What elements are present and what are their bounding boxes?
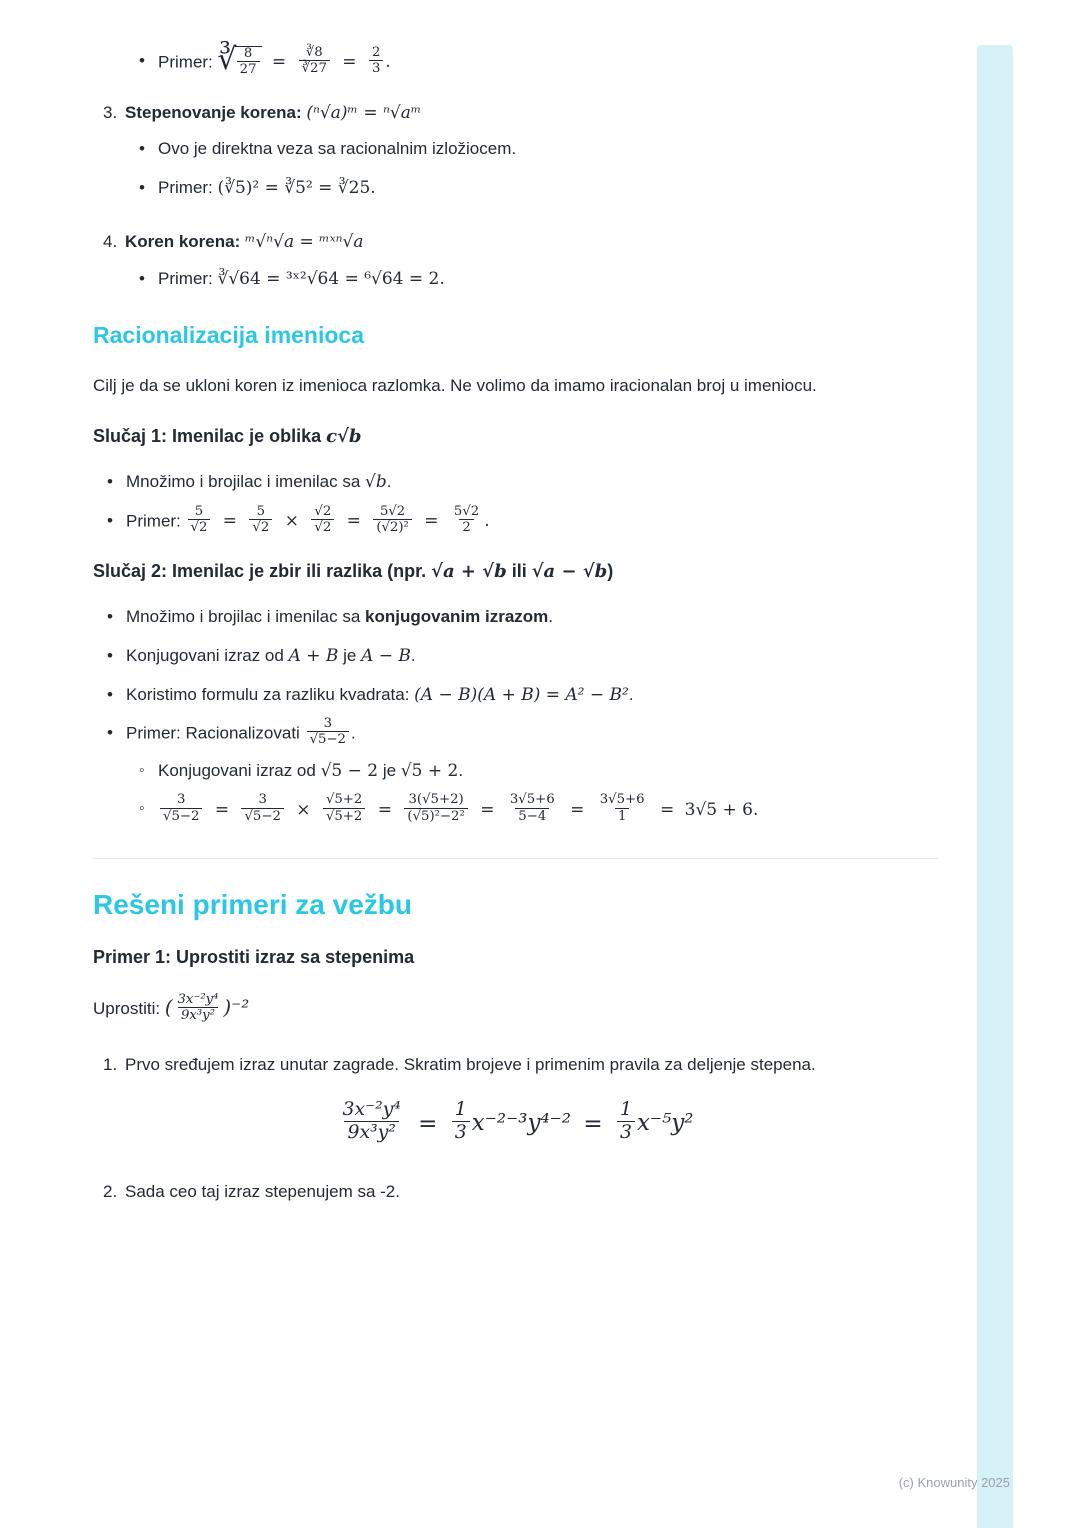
step-number: 2. [103, 1181, 118, 1201]
bullet-text: je [382, 760, 397, 780]
step-text: Prvo sređujem izraz unutar zagrade. Skratim brojeve i primenim pravila za deljenje stepena. [125, 1054, 816, 1074]
bullet-list [105, 467, 938, 537]
bullet-math [305, 716, 351, 748]
fraction-numerator: 5 [194, 503, 204, 519]
scrollbar-track[interactable] [977, 45, 1013, 1528]
fraction [241, 792, 283, 824]
example-label: Primer: [158, 177, 213, 197]
bullet-text: Koristimo formulu za razliku kvadrata: [126, 684, 410, 704]
radical-overline [235, 46, 262, 80]
fraction-numerator: 5√2 [379, 503, 406, 519]
equals-operator: = [480, 799, 495, 820]
fraction [323, 792, 365, 824]
radical-symbol: ∛ [217, 41, 237, 77]
solved-section-title: Rešeni primeri za vežbu [93, 888, 413, 920]
math-term: x⁻⁵y² [636, 1110, 694, 1137]
equals-operator: = [583, 1110, 603, 1137]
times-operator: × [296, 799, 311, 820]
example1-heading: Primer 1: Uprostiti izraz sa stepenima [93, 946, 415, 967]
equals-operator: = [214, 799, 230, 820]
fraction [452, 1099, 470, 1143]
bullet-math: A + B [288, 646, 339, 666]
fraction-numerator: 3x⁻²y⁴ [342, 1098, 401, 1121]
fraction-numerator: 8 [243, 46, 253, 61]
punctuation: . [628, 684, 634, 704]
fraction-numerator: 1 [619, 1098, 632, 1121]
list-item [137, 756, 938, 787]
equals-operator: = [570, 799, 585, 820]
fraction [369, 45, 383, 77]
bullet-text: Množimo i brojilac i imenilac sa [126, 607, 361, 627]
list-item [137, 264, 938, 295]
fraction-denominator: (√5)²−2² [404, 808, 467, 824]
fraction [299, 45, 330, 77]
heading-math: √a − √b [531, 561, 608, 583]
step-1 [103, 1050, 938, 1081]
bullet-list [137, 264, 938, 295]
punctuation: . [385, 52, 391, 73]
bullet-list [137, 134, 938, 203]
bullet-math: A − B [361, 646, 411, 666]
fraction-denominator: 3 [617, 1121, 635, 1144]
fraction [311, 504, 334, 536]
step-text: Sada ceo taj izraz stepenujem sa -2. [125, 1181, 400, 1201]
example-formula: ∛√64 = ³ˣ²√64 = ⁶√64 = 2. [217, 268, 445, 289]
example-label: Primer: [158, 268, 213, 288]
bullet-math: √5 + 2 [400, 760, 459, 781]
fraction [373, 504, 412, 536]
fraction-numerator: 3x⁻²y⁴ [177, 991, 219, 1007]
fraction-denominator: 9x³y² [344, 1121, 398, 1144]
item-number: 3. [103, 102, 118, 122]
list-item [105, 467, 938, 498]
punctuation: . [386, 472, 392, 492]
fraction-numerator: 5√2 [453, 503, 480, 519]
fraction [160, 792, 202, 824]
fraction [339, 1099, 403, 1143]
bullet-bold-text: konjugovanim izrazom [365, 607, 549, 627]
fraction-numerator: ◦ 3 [176, 792, 186, 808]
fraction-numerator: √5+2 [325, 792, 363, 808]
times-operator: × [284, 511, 299, 532]
equals-operator: = [660, 799, 675, 820]
item-number: 4. [103, 232, 118, 252]
fraction-numerator: 3 [258, 792, 267, 808]
fraction-numerator: 3√5+6 [599, 792, 645, 808]
cube-root-expression [217, 41, 391, 78]
item-formula: (ⁿ√a)ᵐ = ⁿ√aᵐ [306, 102, 422, 123]
fraction [404, 792, 467, 824]
item-body [125, 98, 938, 129]
fraction [597, 792, 648, 824]
punctuation: . [410, 646, 416, 665]
item-title: Stepenovanje korena: [125, 102, 302, 122]
fraction-denominator: (√2)² [373, 519, 412, 535]
fraction-denominator: √5−2 [307, 731, 349, 747]
fraction-numerator: ∛8 [305, 45, 323, 60]
fraction [451, 504, 482, 536]
numbered-item-4 [103, 227, 938, 258]
math-term: x⁻²⁻³y⁴⁻² [471, 1110, 572, 1137]
item-title: Koren korena: [125, 232, 241, 252]
fraction-denominator: 1 [615, 808, 629, 824]
punctuation: . [350, 723, 356, 743]
heading-math: c√b [326, 426, 362, 448]
punctuation: . [548, 607, 554, 627]
equals-operator: = [222, 511, 238, 532]
list-item [137, 794, 938, 826]
list-item [137, 41, 938, 80]
fraction-denominator: √2 [311, 519, 334, 535]
fraction-numerator: 3(√5+2) [408, 792, 464, 808]
fraction-numerator: 2 [371, 45, 381, 60]
equals-operator: = [424, 511, 439, 532]
fraction [174, 992, 221, 1024]
fraction [507, 792, 558, 824]
fraction-denominator: √5+2 [323, 808, 365, 824]
fraction-denominator: 9x³y² [178, 1007, 218, 1023]
open-paren: ( [164, 995, 173, 1019]
list-item [105, 641, 938, 672]
fraction [237, 46, 260, 78]
case1-heading [93, 426, 938, 447]
equals-operator: = [377, 799, 392, 820]
fraction-denominator: √5−2 [160, 808, 202, 824]
punctuation: . [753, 799, 759, 820]
list-item [137, 173, 938, 204]
equals-operator: = [346, 511, 361, 532]
list-item [105, 718, 938, 826]
fraction-denominator: √2 [249, 519, 272, 535]
fraction-denominator: 27 [237, 61, 260, 77]
rationalization-steps [158, 792, 759, 824]
fraction-denominator: 3 [452, 1121, 470, 1144]
fraction-denominator: 3 [369, 60, 383, 76]
fraction [188, 504, 211, 536]
bullet-text: Konjugovani izraz od [126, 646, 284, 665]
footer-credit: (c) Knowunity 2025 [898, 1475, 1010, 1490]
equals-operator: = [342, 52, 357, 73]
step-number: 1. [103, 1054, 118, 1074]
punctuation: . [458, 760, 464, 780]
fraction-numerator: 3√5+6 [509, 792, 555, 808]
fraction-denominator: √5−2 [241, 808, 283, 824]
list-item [105, 503, 938, 538]
list-item [137, 134, 938, 165]
fraction-numerator: 3 [323, 716, 332, 732]
intro-paragraph: Cilj je da se ukloni koren iz imenioca razlomka. Ne volimo da imamo iracionalan broj u imeniocu. [93, 376, 817, 396]
fraction [307, 716, 349, 748]
example-label: Primer: [126, 511, 181, 531]
fraction-denominator: √2 [188, 519, 211, 535]
bullet-text: je [343, 646, 357, 665]
fraction-numerator: √2 [314, 503, 332, 519]
numbered-item-3 [103, 98, 938, 129]
list-item [105, 602, 938, 633]
equals-operator: = [418, 1110, 438, 1137]
task-label: Uprostiti: [93, 998, 161, 1018]
example-label: Primer: [158, 52, 213, 72]
example-formula: (∛5)² = ∛5² = ∛25. [217, 177, 376, 198]
bullet-text: Množimo i brojilac i imenilac sa [126, 472, 361, 492]
section-title-rationalization: Racionalizacija imenioca [93, 322, 365, 349]
heading-text: Slučaj 2: Imenilac je zbir ili razlika (npr. [93, 561, 427, 582]
heading-text: Slučaj 1: Imenilac je oblika [93, 426, 322, 447]
bullet-math: √b [365, 472, 387, 493]
heading-text: ) [607, 561, 614, 582]
fraction [617, 1099, 635, 1143]
task-expression [164, 991, 250, 1023]
step-2 [103, 1177, 938, 1208]
list-item [105, 680, 938, 711]
heading-math: √a + √b [431, 561, 507, 583]
item-body [125, 227, 938, 258]
display-equation [93, 1098, 938, 1146]
close-paren-exponent: )⁻² [223, 995, 250, 1019]
equals-operator: = [271, 52, 287, 73]
fraction-numerator: 1 [454, 1098, 467, 1121]
document-content [93, 0, 938, 1213]
bullet-text: Primer: Racionalizovati [126, 723, 300, 743]
fraction-denominator: ∛27 [299, 60, 330, 76]
math-result: 3√5 + 6 [684, 799, 753, 820]
bullet-math: (A − B)(A + B) = A² − B² [414, 684, 629, 705]
section-divider [93, 858, 938, 859]
fraction-denominator: 2 [459, 519, 473, 535]
heading-text: ili [511, 561, 527, 582]
task-line [93, 988, 938, 1028]
rationalization-steps [186, 503, 490, 536]
fraction-numerator: 5 [256, 503, 266, 519]
bullet-text: Ovo je direktna veza sa racionalnim izložiocem. [158, 139, 517, 159]
bullet-list [137, 41, 938, 80]
sub-bullet-list [137, 756, 938, 826]
fraction-denominator: 5−4 [515, 808, 549, 824]
item-formula: ᵐ√ⁿ√a = ᵐˣⁿ√a [244, 232, 364, 253]
bullet-text: Konjugovani izraz od [158, 760, 316, 780]
fraction [249, 504, 272, 536]
case2-heading [93, 561, 938, 582]
bullet-list [105, 602, 938, 825]
punctuation: . [484, 511, 490, 532]
bullet-math: √5 − 2 [320, 760, 379, 781]
